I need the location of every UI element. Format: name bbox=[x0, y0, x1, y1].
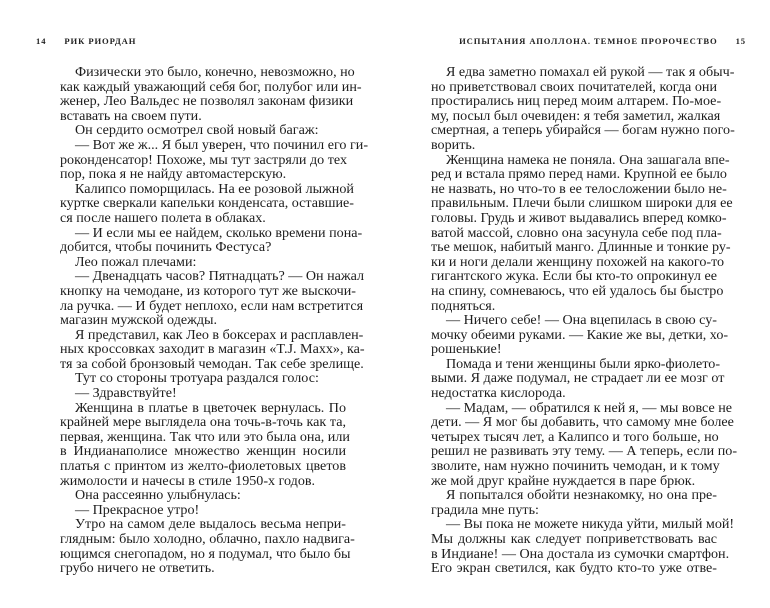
text-line: Лео пожал плечами: bbox=[75, 253, 197, 270]
text-line: му, посыл был очевиден: я тебя заметил, жалкая bbox=[431, 107, 721, 124]
page-number: 15 bbox=[735, 36, 746, 46]
text-line: градила мне путь: bbox=[431, 501, 539, 518]
text-line: жимолости и начесы в стиле 1950-х годов. bbox=[60, 472, 316, 489]
running-head-left bbox=[36, 36, 136, 46]
text-line: платья с принтом из желто-фиолетовых цветов bbox=[60, 458, 346, 475]
text-line: Физически это было, конечно, невозможно, но bbox=[75, 64, 355, 80]
text-line: ла ручка. — И будет неплохо, если нам встретится bbox=[60, 297, 364, 314]
text-line: Утро на самом деле выдалось весьма непри- bbox=[75, 516, 346, 533]
text-line: ся после нашего полета в облаках. bbox=[60, 209, 266, 226]
text-line: на спину, сомневаюсь, что ей удалось бы быстро bbox=[431, 282, 724, 299]
text-line: добится, чтобы починить Фестуса? bbox=[60, 239, 272, 256]
text-line: но приветствовал своих почитателей, когда они bbox=[431, 78, 717, 95]
text-line: простирались ниц перед моим алтарем. По-мое- bbox=[431, 93, 722, 110]
text-line: ватой массой, словно она засунула себе под пла- bbox=[431, 224, 722, 241]
text-line: крайней мере выглядела она точь-в-точь как та, bbox=[60, 414, 346, 431]
text-line: Я попытался обойти незнакомку, но она пре- bbox=[446, 487, 717, 504]
text-line: Я представил, как Лео в боксерах и расплавлен- bbox=[75, 326, 364, 343]
text-line: смертная, а теперь убирайся — богам нужно пого- bbox=[431, 122, 735, 139]
text-line: же мой друг крайне нуждается в паре брюк. bbox=[431, 472, 696, 489]
text-line: правильным. Плечи были слишком широки для ее bbox=[431, 195, 733, 212]
book-title: ИСПЫТАНИЯ АПОЛЛОНА. ТЕМНОЕ ПРОРОЧЕСТВО bbox=[459, 36, 718, 46]
text-line: Женщина намека не поняла. Она зашагала впе- bbox=[446, 151, 730, 168]
text-line: куртке сверкали капельки конденсата, оставшие- bbox=[60, 195, 354, 212]
text-line: кнопку на чемодане, из которого тут же выскочи- bbox=[60, 282, 356, 299]
text-line: подняться. bbox=[431, 297, 496, 314]
text-line: Я едва заметно помахал ей рукой — так я обыч- bbox=[446, 64, 735, 80]
page-number: 14 bbox=[36, 36, 47, 46]
body-text bbox=[60, 64, 369, 577]
text-line: пор, пока я не найду автомастерскую. bbox=[60, 166, 287, 183]
text-line: Он сердито осмотрел свой новый багаж: bbox=[75, 122, 319, 139]
text-line: глядным: было холодно, облачно, пахло надвига- bbox=[60, 531, 355, 547]
text-line: выми. Я даже подумал, не страдает ли ее мозг от bbox=[431, 370, 725, 387]
body-text bbox=[431, 64, 738, 577]
text-line: гигантского жука. Если бы кто-то опрокинул ее bbox=[431, 268, 717, 285]
text-line: — И если мы ее найдем, сколько времени пона- bbox=[75, 224, 363, 241]
text-line: женер, Лео Вальдес не позволял законам физики bbox=[60, 93, 354, 110]
text-line: вставать на своем пути. bbox=[60, 107, 202, 124]
text-line: — Вы пока не можете никуда уйти, милый мой! bbox=[446, 516, 735, 533]
text-line: мочку обеими руками. — Какие же вы, детки, хо- bbox=[431, 326, 729, 343]
text-line: тье мешок, набитый манго. Длинные и тонкие ру- bbox=[431, 239, 731, 256]
text-line: — Прекрасное утро! bbox=[75, 501, 200, 518]
text-line: ки и ноги делали женщину похожей на какого-то bbox=[431, 253, 725, 270]
text-line: Мы должны как следует поприветствовать вас bbox=[431, 531, 717, 547]
text-line: Помада и тени женщины были ярко-фиолето- bbox=[446, 355, 721, 372]
text-line: Калипсо поморщилась. На ее розовой лыжной bbox=[75, 180, 354, 197]
text-line: дети. — Я мог бы добавить, что самому мне более bbox=[431, 414, 734, 431]
text-line: тя за собой бронзовый чемодан. Так себе зрелище. bbox=[60, 355, 364, 372]
right-page bbox=[385, 0, 770, 608]
running-head-right bbox=[459, 36, 746, 46]
text-line: не назвать, но что-то в ее телосложении было не- bbox=[431, 180, 727, 197]
text-line: ющимся снегопадом, но я подумал, что было бы bbox=[60, 545, 351, 562]
text-line: Его экран светился, как будто кто-то уже отве- bbox=[431, 560, 717, 577]
text-line: магазин мужской одежды. bbox=[60, 312, 218, 329]
text-line: решил не развивать эту тему. — А теперь, если по- bbox=[431, 443, 738, 460]
text-line: недостатка кислорода. bbox=[431, 385, 566, 402]
text-line: первая, женщина. Так что или это была она, или bbox=[60, 428, 350, 445]
text-line: головы. Грудь и живот выдавались вперед комко- bbox=[431, 209, 727, 226]
text-line: Тут со стороны тротуара раздался голос: bbox=[75, 370, 319, 387]
text-line: Она рассеянно улыбнулась: bbox=[75, 487, 241, 504]
text-line: как каждый уважающий себя бог, полубог или ин- bbox=[60, 78, 362, 95]
text-line: — Здравствуйте! bbox=[75, 385, 177, 402]
text-line: зволите, нам нужно починить чемодан, и к тому bbox=[431, 458, 720, 475]
text-line: — Вот же ж... Я был уверен, что починил его ги- bbox=[75, 136, 369, 153]
text-line: четырех тысяч лет, а Калипсо и того больше, но bbox=[431, 428, 719, 445]
text-line: в Индианаполисе множество женщин носили bbox=[60, 443, 346, 460]
text-line: рошенькие! bbox=[431, 341, 502, 358]
text-line: ворить. bbox=[431, 136, 476, 153]
text-line: грубо ничего не ответить. bbox=[60, 560, 215, 577]
text-line: Женщина в платье в цветочек вернулась. По bbox=[75, 399, 346, 416]
text-line: в Индиане! — Она достала из сумочки смартфон. bbox=[431, 545, 730, 562]
text-line: — Двенадцать часов? Пятнадцать? — Он нажал bbox=[75, 268, 365, 285]
text-line: ных кроссовках заходит в магазин «T.J. Maxx», ка- bbox=[60, 341, 365, 358]
author-name: РИК РИОРДАН bbox=[64, 36, 137, 46]
text-line: ред и встала прямо перед нами. Крупной ее было bbox=[431, 166, 727, 183]
text-line: роконденсатор! Похоже, мы тут застряли до тех bbox=[60, 151, 347, 168]
text-line: — Ничего себе! — Она вцепилась в свою су- bbox=[446, 312, 717, 329]
text-line: — Мадам, — обратился к ней я, — мы вовсе не bbox=[446, 399, 733, 416]
